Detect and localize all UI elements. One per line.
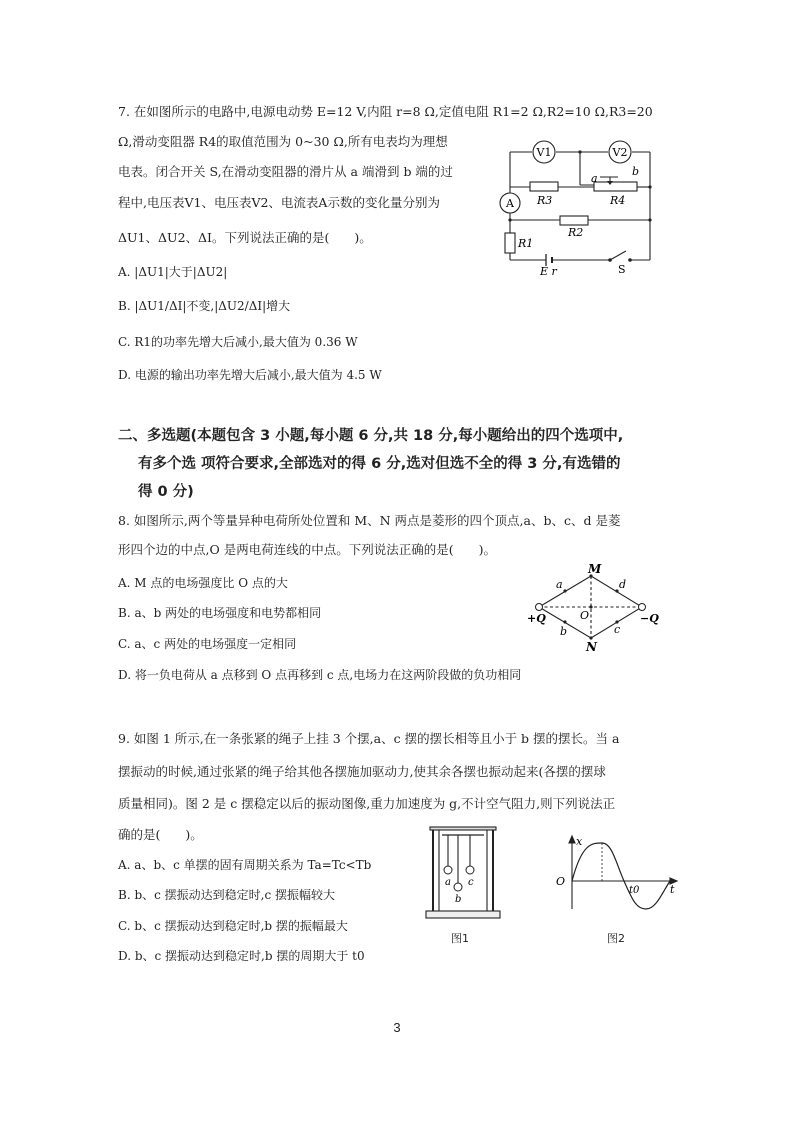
label-pendulum-b: b <box>455 894 462 905</box>
q8-stem-line-2: 形四个边的中点,O 是两电荷连线的中点。下列说法正确的是( )。 <box>118 542 496 557</box>
q7-stem-line-1: 7. 在如图所示的电路中,电源电动势 E=12 V,内阻 r=8 Ω,定值电阻 R1=2 Ω,R2=10 Ω,R3=20 <box>118 104 653 119</box>
label-a-point: a <box>556 578 563 591</box>
switch-icon <box>608 258 612 262</box>
label-r3: R3 <box>537 194 553 207</box>
pendulum-b-bob-icon <box>454 883 462 891</box>
q9-stem-line-3: 质量相同)。图 2 是 c 摆稳定以后的振动图像,重力加速度为 g,不计空气阻力,则下列说法正 <box>118 796 616 811</box>
q8-option-a: A. M 点的电场强度比 O 点的大 <box>118 576 288 590</box>
q7-stem-line-4: 程中,电压表V1、电压表V2、电流表A示数的变化量分别为 <box>118 195 440 210</box>
q7-stem-line-5: ΔU1、ΔU2、ΔI。下列说法正确的是( )。 <box>118 230 372 245</box>
page-number: 3 <box>393 1020 401 1035</box>
q8-option-b: B. a、b 两处的电场强度和电势都相同 <box>118 606 322 620</box>
label-ammeter: A <box>506 197 514 210</box>
q7-option-d: D. 电源的输出功率先增大后减小,最大值为 4.5 W <box>118 368 382 382</box>
q9-option-a: A. a、b、c 单摆的固有周期关系为 Ta=Tc<Tb <box>118 858 372 872</box>
resistor-r3-icon <box>530 182 558 191</box>
charge-rhombus-diagram <box>522 560 662 652</box>
q9-option-b: B. b、c 摆振动达到稳定时,c 摆振幅较大 <box>118 888 336 902</box>
resistor-r1-icon <box>505 233 515 253</box>
q9-stem-line-2: 摆振动的时候,通过张紧的绳子给其他各摆施加驱动力,使其余各摆也振动起来(各摆的摆球 <box>118 764 606 779</box>
q9-stem-line-4: 确的是( )。 <box>118 827 203 842</box>
resistor-r2-icon <box>560 216 588 225</box>
section-heading-line-3: 得 0 分) <box>138 484 194 500</box>
label-o: O <box>580 609 590 622</box>
figure-1-caption: 图1 <box>451 932 469 945</box>
q7-stem-line-3: 电表。闭合开关 S,在滑动变阻器的滑片从 a 端滑到 b 端的过 <box>118 164 453 179</box>
label-n: N <box>586 640 597 652</box>
q9-option-d: D. b、c 摆振动达到稳定时,b 摆的周期大于 t0 <box>118 949 365 963</box>
label-v2: V2 <box>612 146 628 159</box>
label-plus-q: +Q <box>527 612 546 625</box>
positive-charge-icon <box>536 604 543 611</box>
circuit-diagram <box>490 135 660 275</box>
label-r2: R2 <box>568 226 584 239</box>
q8-option-c: C. a、c 两处的电场强度一定相同 <box>118 637 297 651</box>
section-heading-line-2: 有多个选 项符合要求,全部选对的得 6 分,选对但选不全的得 3 分,有选错的 <box>138 456 621 472</box>
label-pendulum-a: a <box>445 877 451 888</box>
label-b-point: b <box>560 625 568 638</box>
rheostat-r4-icon <box>594 182 637 191</box>
label-s: S <box>618 263 626 275</box>
pendulum-c-bob-icon <box>466 866 474 874</box>
label-x-axis: x <box>576 835 583 848</box>
label-a: a <box>591 172 598 185</box>
label-t-axis: t <box>670 883 675 896</box>
label-r4: R4 <box>610 194 626 207</box>
q9-option-c: C. b、c 摆振动达到稳定时,b 摆的振幅最大 <box>118 919 348 933</box>
label-pendulum-c: c <box>468 877 474 888</box>
label-d-point: d <box>619 578 627 591</box>
pendulum-frame-diagram <box>418 823 508 923</box>
label-m: M <box>588 562 602 576</box>
label-origin: O <box>556 875 566 888</box>
negative-charge-icon <box>639 604 646 611</box>
label-r1: R1 <box>518 237 534 250</box>
label-t0: t0 <box>629 885 640 896</box>
q9-stem-line-1: 9. 如图 1 所示,在一条张紧的绳子上挂 3 个摆,a、c 摆的摆长相等且小于 b 摆的摆长。当 a <box>118 731 620 746</box>
label-v1: V1 <box>536 146 552 159</box>
q7-option-a: A. |ΔU1|大于|ΔU2| <box>118 265 228 279</box>
figure-2-caption: 图2 <box>607 932 625 945</box>
q7-option-c: C. R1的功率先增大后减小,最大值为 0.36 W <box>118 335 358 349</box>
label-minus-q: −Q <box>640 612 659 625</box>
q7-stem-line-2: Ω,滑动变阻器 R4的取值范围为 0~30 Ω,所有电表均为理想 <box>118 134 448 149</box>
q8-stem-line-1: 8. 如图所示,两个等量异种电荷所处位置和 M、N 两点是菱形的四个顶点,a、b、c、d 是菱 <box>118 513 621 528</box>
oscillation-graph <box>552 833 682 913</box>
label-c-point: c <box>614 623 621 636</box>
q8-option-d: D. 将一负电荷从 a 点移到 O 点再移到 c 点,电场力在这两阶段做的负功相同 <box>118 668 522 682</box>
label-b: b <box>632 165 640 178</box>
q7-option-b: B. |ΔU1/ΔI|不变,|ΔU2/ΔI|增大 <box>118 299 291 313</box>
section-heading-line-1: 二、多选题(本题包含 3 小题,每小题 6 分,共 18 分,每小题给出的四个选项中, <box>118 428 624 444</box>
sine-wave <box>572 843 670 909</box>
label-emf: E r <box>540 265 557 275</box>
pendulum-a-bob-icon <box>444 866 452 874</box>
